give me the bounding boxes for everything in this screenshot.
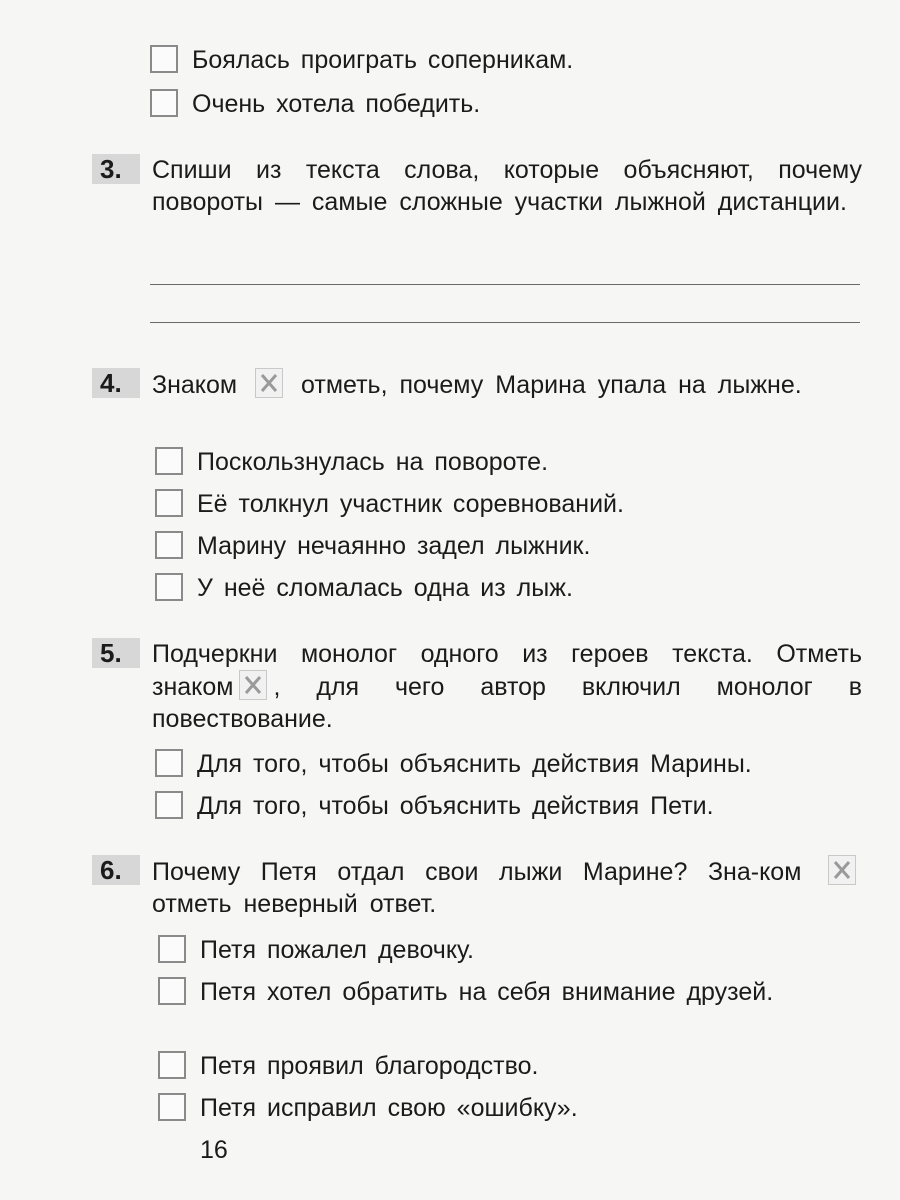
option-label: Очень хотела победить. — [192, 90, 481, 118]
option-label: Марину нечаянно задел лыжник. — [197, 532, 591, 560]
checkbox-icon[interactable] — [155, 489, 183, 517]
q2-option-1[interactable] — [150, 44, 573, 76]
question-number: 5. — [92, 638, 140, 668]
option-label: Петя проявил благородство. — [200, 1052, 539, 1080]
checkbox-icon[interactable] — [155, 447, 183, 475]
checkbox-icon[interactable] — [155, 531, 183, 559]
option-label: Её толкнул участник соревнований. — [197, 490, 624, 518]
question-text: Спиши из текста слова, которые объясняют, почему повороты — самые сложные участки лыжной дистанции. — [152, 156, 862, 216]
checkbox-icon[interactable] — [158, 935, 186, 963]
x-mark-icon — [255, 368, 283, 398]
q6-option-2[interactable] — [158, 976, 863, 1008]
option-label: У неё сломалась одна из лыж. — [197, 574, 573, 602]
checkbox-icon[interactable] — [155, 573, 183, 601]
question-text: Почему Петя отдал свои лыжи Марине? Зна-ком отметь неверный ответ. — [152, 855, 862, 920]
checkbox-icon[interactable] — [150, 45, 178, 73]
checkbox-icon[interactable] — [150, 89, 178, 117]
q4-option-3[interactable] — [155, 530, 590, 562]
checkbox-icon[interactable] — [158, 1093, 186, 1121]
checkbox-icon[interactable] — [155, 749, 183, 777]
q4-option-4[interactable] — [155, 572, 573, 604]
option-label: Петя хотел обратить на себя внимание друзей. — [200, 978, 774, 1006]
question-text: Подчеркни монолог одного из героев текста. Отметь знаком , для чего автор включил монолог в повествование. — [152, 640, 862, 733]
q6-option-1[interactable] — [158, 934, 474, 966]
checkbox-icon[interactable] — [158, 977, 186, 1005]
question-text: Знаком отметь, почему Марина упала на лыжне. — [152, 368, 862, 401]
answer-line[interactable] — [150, 284, 860, 285]
q6-option-3[interactable] — [158, 1050, 538, 1082]
option-label: Петя пожалел девочку. — [200, 936, 474, 964]
question-number: 4. — [92, 368, 140, 398]
option-label: Для того, чтобы объяснить действия Марины. — [197, 750, 752, 778]
checkbox-icon[interactable] — [158, 1051, 186, 1079]
q6-option-4[interactable] — [158, 1092, 578, 1124]
option-label: Боялась проиграть соперникам. — [192, 46, 574, 74]
checkbox-icon[interactable] — [155, 791, 183, 819]
q5-option-1[interactable] — [155, 748, 752, 780]
q4-option-1[interactable] — [155, 446, 548, 478]
option-label: Петя исправил свою «ошибку». — [200, 1094, 578, 1122]
x-mark-icon — [239, 670, 267, 700]
x-mark-icon — [828, 855, 856, 885]
question-number: 3. — [92, 154, 140, 184]
option-label: Для того, чтобы объяснить действия Пети. — [197, 792, 714, 820]
question-number: 6. — [92, 855, 140, 885]
option-label: Поскользнулась на повороте. — [197, 448, 549, 476]
q5-option-2[interactable] — [155, 790, 714, 822]
q4-option-2[interactable] — [155, 488, 624, 520]
page-number: 16 — [200, 1136, 228, 1164]
answer-line[interactable] — [150, 322, 860, 323]
q2-option-2[interactable] — [150, 88, 480, 120]
